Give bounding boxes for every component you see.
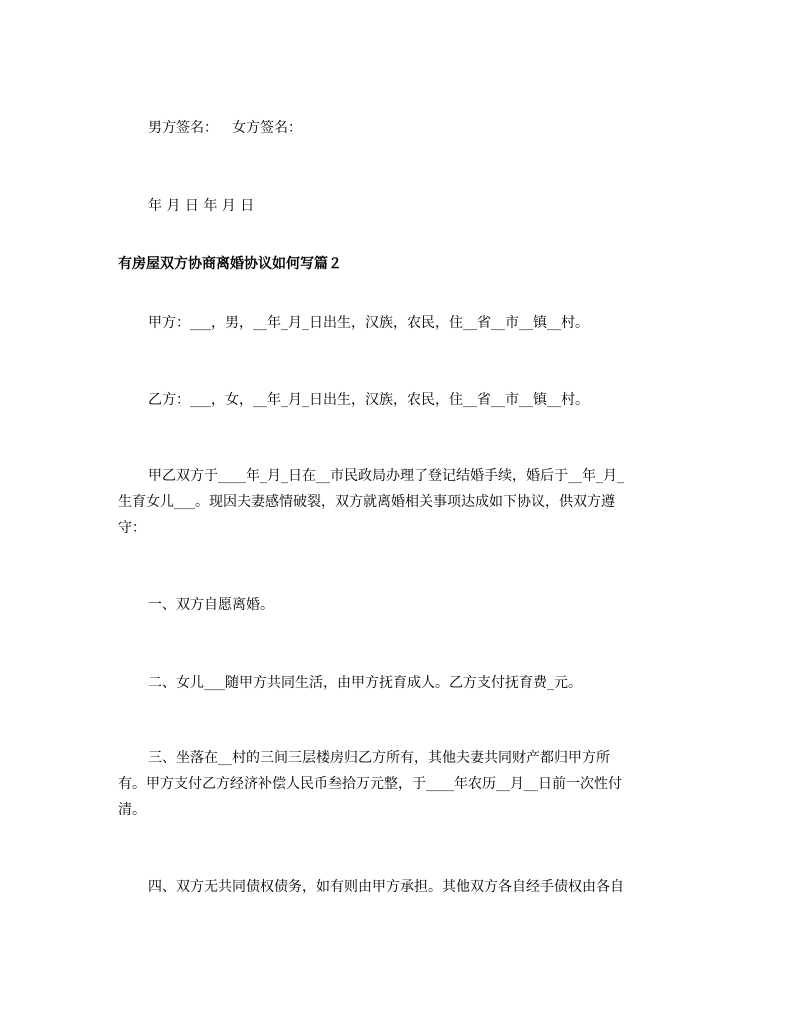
party-a-info: 甲方：___，男，__年_月_日出生，汉族，农民，住__省__市__镇__村。 bbox=[148, 315, 589, 331]
clause-3-line: 清。 bbox=[118, 802, 146, 818]
male-signature-label: 男方签名： bbox=[148, 120, 218, 136]
female-signature-label: 女方签名： bbox=[232, 120, 302, 136]
intro-line: 甲乙双方于____年_月_日在__市民政局办理了登记结婚手续，婚后于__年_月_ bbox=[148, 468, 624, 484]
party-b-info: 乙方：___，女，__年_月_日出生，汉族，农民，住__省__市__镇__村。 bbox=[148, 392, 589, 408]
section-heading: 有房屋双方协商离婚协议如何写篇２ bbox=[118, 256, 342, 272]
intro-line: 守： bbox=[118, 520, 146, 536]
signature-row bbox=[148, 117, 302, 139]
clause-1: 一、双方自愿离婚。 bbox=[148, 597, 274, 613]
clause-3-line: 有。甲方支付乙方经济补偿人民币叁拾万元整，于____年农历__月__日前一次性付 bbox=[118, 776, 622, 792]
signature-date-row: 年 月 日 年 月 日 bbox=[148, 198, 255, 214]
clause-4: 四、双方无共同债权债务，如有则由甲方承担。其他双方各自经手债权由各自 bbox=[148, 879, 624, 895]
intro-line: 生育女儿___。现因夫妻感情破裂，双方就离婚相关事项达成如下协议，供双方遵 bbox=[118, 494, 615, 510]
clause-2: 二、女儿___随甲方共同生活，由甲方抚育成人。乙方支付抚育费_元。 bbox=[148, 675, 582, 691]
clause-3-line: 三、坐落在__村的三间三层楼房归乙方所有，其他夫妻共同财产都归甲方所 bbox=[148, 750, 610, 766]
